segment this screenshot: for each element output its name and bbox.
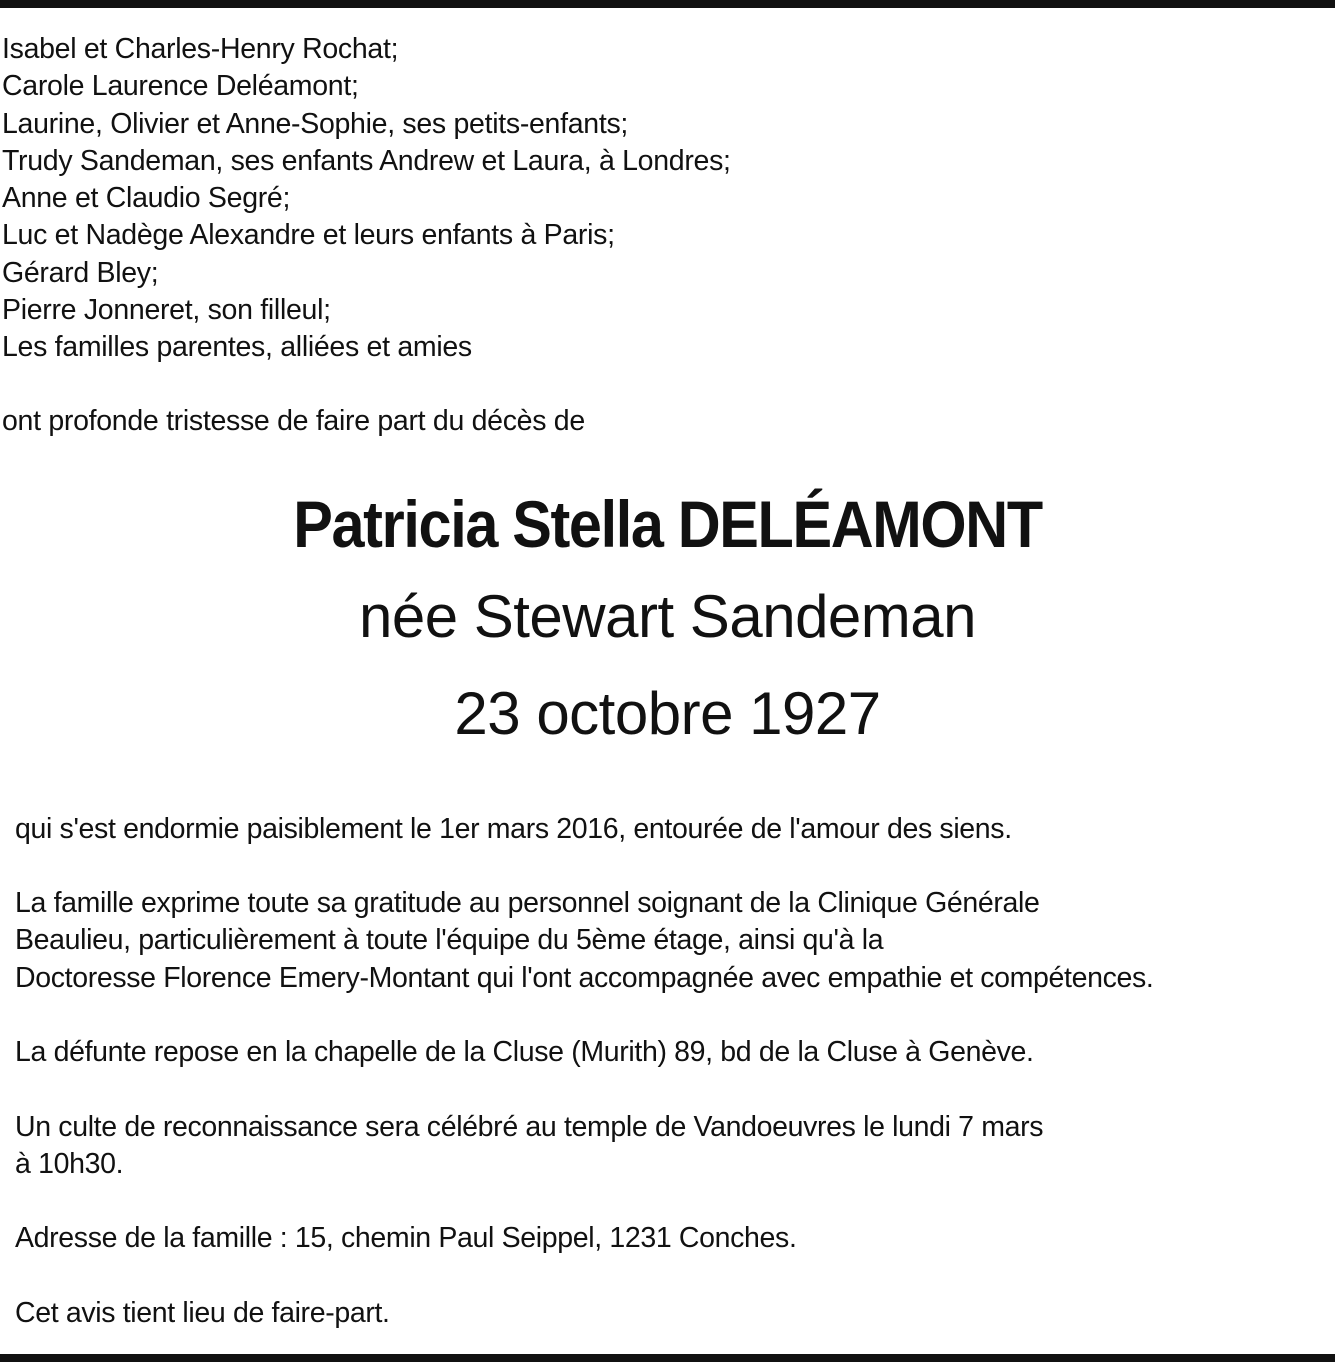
family-line: Carole Laurence Deléamont;	[2, 70, 359, 103]
family-line: Anne et Claudio Segré;	[2, 182, 291, 215]
deceased-name: Patricia Stella DELÉAMONT	[293, 487, 1042, 561]
paragraph-service	[15, 1109, 1335, 1184]
paragraph-line: La famille exprime toute sa gratitude au personnel soignant de la Clinique Générale	[15, 887, 1040, 919]
paragraph-line: Un culte de reconnaissance sera célébré au temple de Vandoeuvres le lundi 7 mars	[15, 1111, 1044, 1143]
paragraph-gratitude	[15, 885, 1335, 997]
deceased-birth-date: 23 octobre 1927	[454, 680, 881, 747]
paragraph-repose	[15, 1034, 1335, 1071]
family-line: Gérard Bley;	[2, 256, 159, 289]
paragraph-address	[15, 1220, 1335, 1257]
paragraph-passing	[15, 811, 1335, 848]
paragraph-line: Beaulieu, particulièrement à toute l'équipe du 5ème étage, ainsi qu'à la	[15, 924, 884, 957]
family-line: Trudy Sandeman, ses enfants Andrew et Laura, à Londres;	[2, 144, 731, 177]
paragraph-notice	[15, 1295, 1335, 1332]
deceased-maiden-name: née Stewart Sandeman	[358, 583, 977, 650]
family-line: Laurine, Olivier et Anne-Sophie, ses petits-enfants;	[2, 107, 629, 140]
paragraph-line: Doctoresse Florence Emery-Montant qui l'ont accompagnée avec empathie et compétences.	[15, 961, 1154, 994]
paragraph-line: La défunte repose en la chapelle de la Cluse (Murith) 89, bd de la Cluse à Genève.	[15, 1036, 1034, 1068]
bottom-border-rule	[0, 1354, 1335, 1362]
announcement-intro: ont profonde tristesse de faire part du décès de	[2, 405, 585, 437]
family-line: Pierre Jonneret, son filleul;	[2, 294, 331, 327]
family-list	[2, 31, 731, 367]
paragraph-line: Cet avis tient lieu de faire-part.	[15, 1297, 390, 1329]
family-line: Isabel et Charles-Henry Rochat;	[2, 33, 399, 65]
top-border-rule	[0, 0, 1335, 8]
family-line: Les familles parentes, alliées et amies	[2, 331, 472, 364]
paragraph-line: Adresse de la famille : 15, chemin Paul Seippel, 1231 Conches.	[15, 1222, 797, 1254]
family-line: Luc et Nadège Alexandre et leurs enfants à Paris;	[2, 219, 615, 252]
paragraph-line: qui s'est endormie paisiblement le 1er mars 2016, entourée de l'amour des siens.	[15, 813, 1012, 845]
paragraph-line: à 10h30.	[15, 1148, 124, 1181]
